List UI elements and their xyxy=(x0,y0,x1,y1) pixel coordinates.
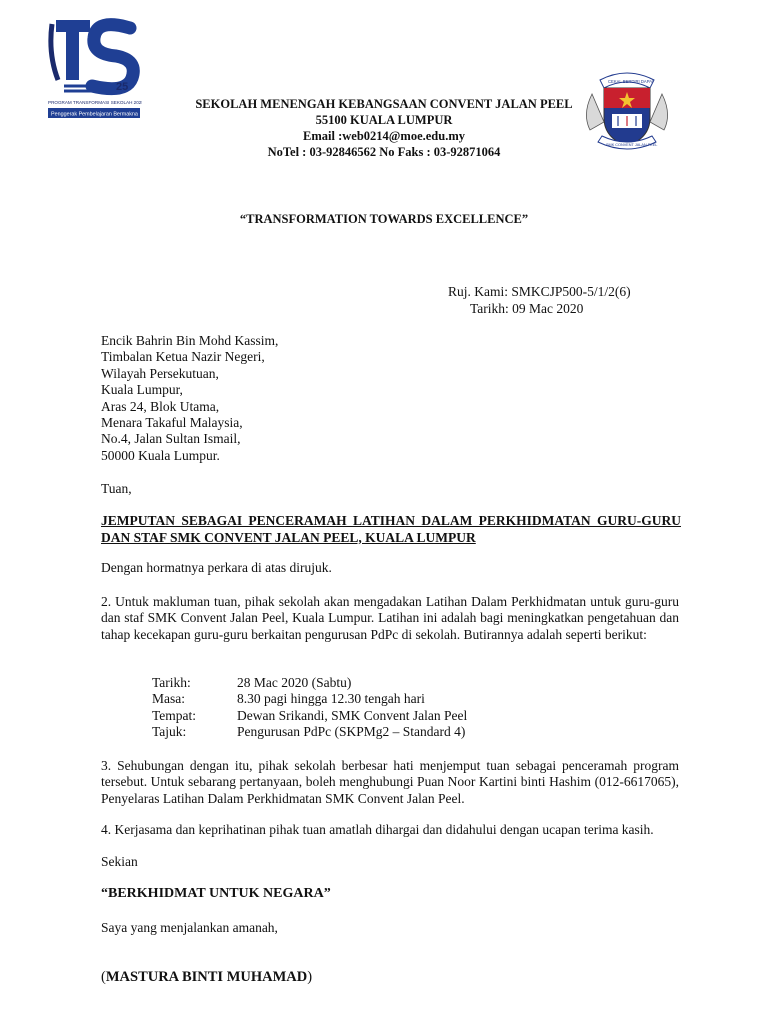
detail-row xyxy=(152,724,467,740)
school-phone-fax: NoTel : 03-92846562 No Faks : 03-92871064 xyxy=(267,145,501,159)
detail-row xyxy=(152,708,467,724)
school-name: SEKOLAH MENENGAH KEBANGSAAN CONVENT JALAN PEEL xyxy=(195,97,573,111)
detail-row xyxy=(152,691,467,707)
recipient-address xyxy=(101,333,278,464)
paragraph-1: Dengan hormatnya perkara di atas dirujuk. xyxy=(101,560,332,575)
close-paren: ) xyxy=(307,969,313,985)
school-motto: “TRANSFORMATION TOWARDS EXCELLENCE” xyxy=(239,212,529,226)
detail-label: Tarikh: xyxy=(152,675,191,690)
detail-label: Masa: xyxy=(152,691,185,707)
address-line: Encik Bahrin Bin Mohd Kassim, xyxy=(101,333,279,348)
address-line: Timbalan Ketua Nazir Negeri, xyxy=(101,349,265,365)
school-postcode-city: 55100 KUALA LUMPUR xyxy=(315,113,453,127)
ts25-logo-caption: PROGRAM TRANSFORMASI SEKOLAH 2025 xyxy=(48,100,142,105)
address-line: Aras 24, Blok Utama, xyxy=(101,398,220,414)
ts25-logo-number: 25 xyxy=(116,81,129,93)
address-line: Kuala Lumpur, xyxy=(101,382,183,398)
paragraph-2: 2. Untuk makluman tuan, pihak sekolah akan mengadakan Latihan Dalam Perkhidmatan untuk guru-guru dan staf SMK Convent Jalan Peel, Kuala Lumpur. Latihan ini adalah bagi meningkatkan pengetahuan dan tahap kecekapan guru-guru berkaitan pengurusan PdPc di sekolah. Butirannya adalah seperti berikut: xyxy=(101,594,679,642)
address-line: No.4, Jalan Sultan Ismail, xyxy=(101,431,241,447)
detail-value: 8.30 pagi hingga 12.30 tengah hari xyxy=(237,691,425,707)
detail-value: Dewan Srikandi, SMK Convent Jalan Peel xyxy=(237,707,468,723)
closing-sekian: Sekian xyxy=(101,854,138,869)
address-line: Wilayah Persekutuan, xyxy=(101,365,219,381)
closing-amanah: Saya yang menjalankan amanah, xyxy=(101,920,278,935)
school-letterhead xyxy=(150,96,618,160)
letter-subject: JEMPUTAN SEBAGAI PENCERAMAH LATIHAN DALAM PERKHIDMATAN GURU-GURU DAN STAF SMK CONVENT JALAN PEEL, KUALA LUMPUR xyxy=(101,513,681,545)
detail-value: 28 Mac 2020 (Sabtu) xyxy=(237,675,352,690)
detail-label: Tajuk: xyxy=(152,724,187,740)
salutation: Tuan, xyxy=(101,481,132,496)
crest-bottom-text: SMK CONVENT JALAN PEEL xyxy=(606,143,658,147)
signatory-name-line xyxy=(101,969,312,986)
ts25-logo xyxy=(46,14,142,120)
reference-number: Ruj. Kami: SMKCJP500-5/1/2(6) xyxy=(448,284,631,299)
crest-top-text: CEKAL BERDIRI DAPAI xyxy=(608,79,654,84)
detail-label: Tempat: xyxy=(152,707,197,723)
school-crest xyxy=(578,64,676,156)
open-paren: ( xyxy=(101,969,106,985)
signatory-name: MASTURA BINTI MUHAMAD xyxy=(105,969,308,985)
closing-slogan: “BERKHIDMAT UNTUK NEGARA” xyxy=(101,886,331,901)
school-email: Email :web0214@moe.edu.my xyxy=(303,129,465,143)
address-line: 50000 Kuala Lumpur. xyxy=(101,447,220,463)
ts25-logo-banner: Penggerak Pembelajaran Bermakna xyxy=(51,111,138,118)
event-details xyxy=(152,675,467,741)
paragraph-4: 4. Kerjasama dan keprihatinan pihak tuan amatlah dihargai dan didahului dengan ucapan terima kasih. xyxy=(101,822,654,837)
reference-block xyxy=(448,283,631,317)
detail-row xyxy=(152,675,467,691)
letter-date: Tarikh: 09 Mac 2020 xyxy=(470,301,584,316)
paragraph-3: 3. Sehubungan dengan itu, pihak sekolah berbesar hati menjemput tuan sebagai penceramah program tersebut. Untuk sebarang pertanyaan, boleh menghubungi Puan Noor Kartini binti Hashim (012-6617065), Penyelaras Latihan Dalam Perkhidmatan SMK Convent Jalan Peel. xyxy=(101,758,679,806)
detail-value: Pengurusan PdPc (SKPMg2 – Standard 4) xyxy=(237,724,466,740)
address-line: Menara Takaful Malaysia, xyxy=(101,415,243,431)
